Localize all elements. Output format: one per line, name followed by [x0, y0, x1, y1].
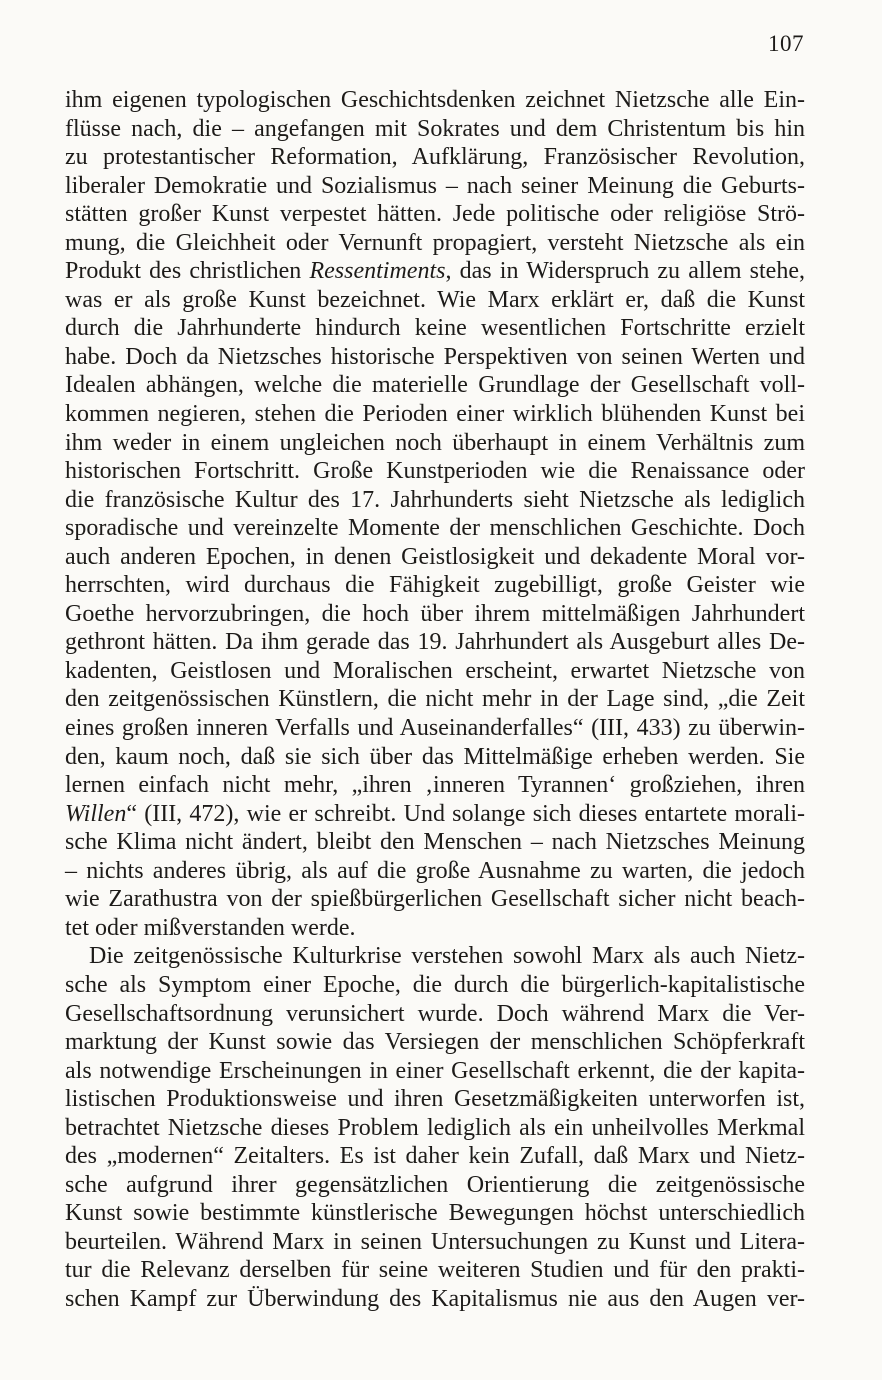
text-line: ihm eigenen typologischen Geschichtsdenken zeichnet Nietzsche alle Ein-	[65, 87, 805, 113]
text-line: Kunst sowie bestimmte künstlerische Bewegungen höchst unterschiedlich	[65, 1200, 805, 1227]
text-line	[65, 257, 805, 286]
text-run: Produkt des christlichen	[65, 258, 310, 285]
text-line: auch anderen Epochen, in denen Geistlosigkeit und dekadente Moral vor-	[65, 543, 805, 570]
text-line: zu protestantischer Reformation, Aufklärung, Französischer Revolution,	[65, 144, 805, 171]
text-line: kommen negieren, stehen die Perioden einer wirklich blühenden Kunst bei	[65, 401, 805, 428]
text-line: herrschten, wird durchaus die Fähigkeit zugebilligt, große Geister wie	[65, 572, 805, 599]
paragraph-2	[65, 942, 805, 1313]
text-line: wie Zarathustra von der spießbürgerlichen Gesellschaft sicher nicht beach-	[65, 886, 805, 913]
text-line: eines großen inneren Verfalls und Auseinanderfalles“ (III, 433) zu überwin-	[65, 715, 805, 742]
text-run: “ (III, 472), wie er schreibt. Und solange sich dieses entartete morali-	[126, 800, 805, 827]
text-line: des „modernen“ Zeitalters. Es ist daher kein Zufall, daß Marx und Nietz-	[65, 1143, 805, 1170]
italic-term: Willen	[65, 800, 127, 827]
text-run: , das in Widerspruch zu allem stehe,	[445, 258, 805, 285]
text-line: Gesellschaftsordnung verunsichert wurde. Doch während Marx die Ver-	[65, 1000, 805, 1027]
text-line: betrachtet Nietzsche dieses Problem lediglich als ein unheilvolles Merkmal	[65, 1114, 805, 1141]
text-line: mung, die Gleichheit oder Vernunft propagiert, versteht Nietzsche als ein	[65, 229, 805, 256]
italic-term: Ressentiments	[309, 258, 446, 285]
text-line: listischen Produktionsweise und ihren Gesetzmäßigkeiten unterworfen ist,	[65, 1086, 805, 1113]
page-number: 107	[768, 31, 804, 56]
text-line: marktung der Kunst sowie das Versiegen der menschlichen Schöpferkraft	[65, 1029, 805, 1056]
paragraph-1	[65, 86, 805, 942]
text-line: schen Kampf zur Überwindung des Kapitalismus nie aus den Augen ver-	[65, 1285, 805, 1312]
text-line: Die zeitgenössische Kulturkrise verstehen sowohl Marx als auch Nietz-	[89, 943, 805, 970]
text-line: sche Klima nicht ändert, bleibt den Menschen – nach Nietzsches Meinung	[65, 829, 805, 856]
text-line: gethront hätten. Da ihm gerade das 19. Jahrhundert als Ausgeburt alles De-	[65, 629, 805, 656]
text-line: den, kaum noch, daß sie sich über das Mittelmäßige erheben werden. Sie	[65, 743, 805, 770]
text-line: Goethe hervorzubringen, die hoch über ihrem mittelmäßigen Jahrhundert	[65, 600, 805, 627]
text-line: ihm weder in einem ungleichen noch überhaupt in einem Verhältnis zum	[65, 429, 805, 456]
text-line: kadenten, Geistlosen und Moralischen erscheint, erwartet Nietzsche von	[65, 657, 805, 684]
text-line: liberaler Demokratie und Sozialismus – nach seiner Meinung die Geburts-	[65, 172, 805, 199]
text-line: habe. Doch da Nietzsches historische Perspektiven von seinen Werten und	[65, 343, 805, 370]
text-line: sporadische und vereinzelte Momente der menschlichen Geschichte. Doch	[65, 515, 805, 542]
text-line: historischen Fortschritt. Große Kunstperioden wie die Renaissance oder	[65, 458, 805, 485]
text-line: tur die Relevanz derselben für seine weiteren Studien und für den prakti-	[65, 1257, 805, 1284]
text-line: als notwendige Erscheinungen in einer Gesellschaft erkennt, die der kapita-	[65, 1057, 805, 1084]
text-line: die französische Kultur des 17. Jahrhunderts sieht Nietzsche als lediglich	[65, 486, 805, 513]
text-line: – nichts anderes übrig, als auf die große Ausnahme zu warten, die jedoch	[65, 857, 805, 884]
text-line: sche als Symptom einer Epoche, die durch die bürgerlich-kapitalistische	[65, 971, 805, 998]
text-line: den zeitgenössischen Künstlern, die nicht mehr in der Lage sind, „die Zeit	[65, 686, 805, 713]
body-text	[65, 86, 805, 1314]
text-line: flüsse nach, die – angefangen mit Sokrates und dem Christentum bis hin	[65, 115, 805, 142]
text-line: stätten großer Kunst verpestet hätten. Jede politische oder religiöse Strö-	[65, 201, 805, 228]
text-line: was er als große Kunst bezeichnet. Wie Marx erklärt er, daß die Kunst	[65, 286, 805, 313]
text-line: durch die Jahrhunderte hindurch keine wesentlichen Fortschritte erzielt	[65, 315, 805, 342]
text-line: tet oder mißverstanden werde.	[65, 914, 356, 941]
text-line: Idealen abhängen, welche die materielle Grundlage der Gesellschaft voll-	[65, 372, 805, 399]
text-line	[65, 800, 805, 829]
text-line: lernen einfach nicht mehr, „ihren ‚inneren Tyrannen‘ großziehen, ihren	[65, 772, 805, 799]
text-line: sche aufgrund ihrer gegensätzlichen Orientierung die zeitgenössische	[65, 1171, 805, 1198]
text-line: beurteilen. Während Marx in seinen Untersuchungen zu Kunst und Litera-	[65, 1228, 805, 1255]
